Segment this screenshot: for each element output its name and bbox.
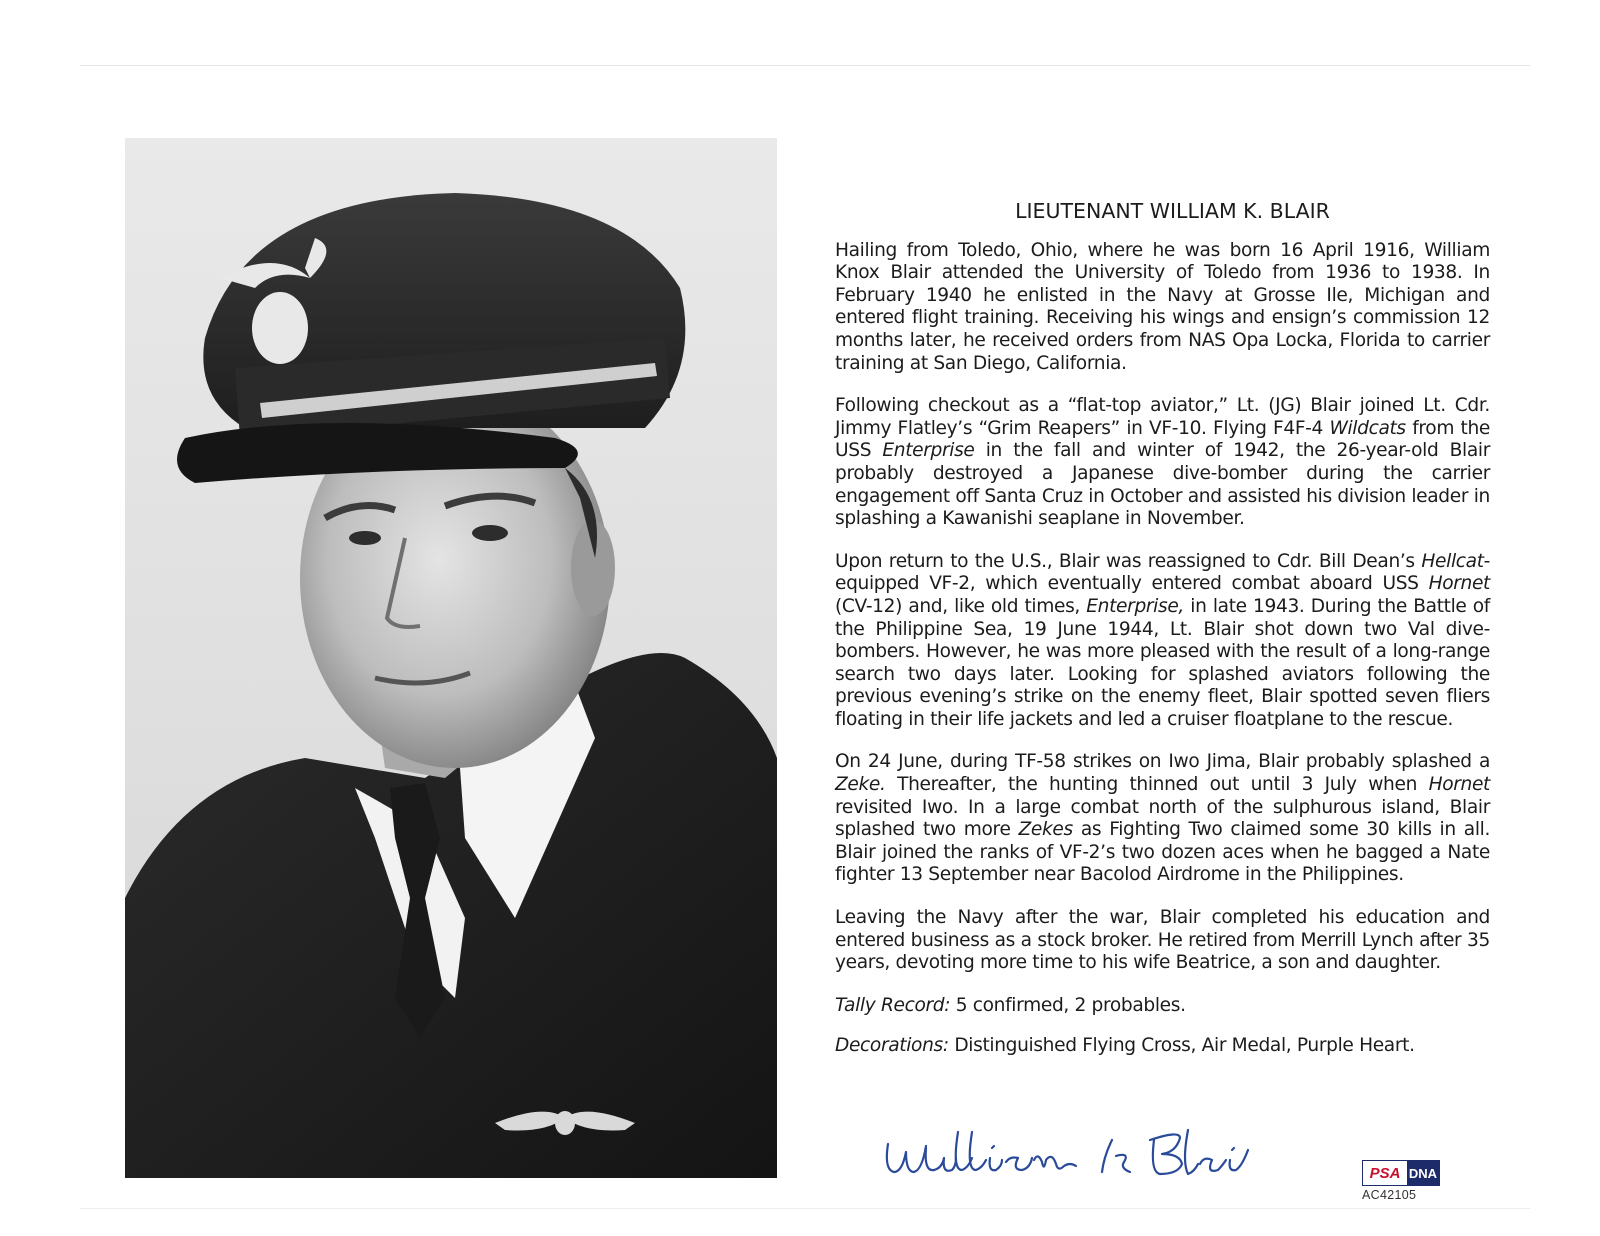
bio-paragraph-4: On 24 June, during TF-58 strikes on Iwo Jima, Blair probably splashed a Zeke. Thereafter, the hunting thinned out until 3 July when Hornet revisited Iwo. In a large combat north of the sulphurous island, Blair splashed two more Zekes as Fighting Two claimed some 30 kills in all. Blair joined the ranks of VF-2’s two dozen aces when he bagged a Nate fighter 13 September near Bacolod Airdrome in the Philippines. xyxy=(835,751,1491,886)
autograph-signature xyxy=(880,1122,1260,1194)
decorations xyxy=(835,1035,1490,1058)
bio-paragraph-1: Hailing from Toledo, Ohio, where he was born 16 April 1916, William Knox Blair attended the University of Toledo from 1936 to 1938. In February 1940 he enlisted in the Navy at Grosse Ile, Michigan and entered flight training. Receiving his wings and ensign’s commission 12 months later, he received orders from NAS Opa Locka, Florida to carrier training at San Diego, California. xyxy=(835,239,1490,374)
psa-dna-logo xyxy=(1362,1160,1440,1186)
bio-paragraph-2: Following checkout as a “flat-top aviator,” Lt. (JG) Blair joined Lt. Cdr. Jimmy Flatley’s “Grim Reapers” in VF-10. Flying F4F-4 Wildcats from the USS Enterprise in the fall and winter of 1942, the 26-year-old Blair probably destroyed a Japanese dive-bomber during the carrier engagement off Santa Cruz in October and assisted his division leader in splashing a Kawanishi seaplane in November. xyxy=(835,395,1490,530)
top-divider xyxy=(80,65,1530,66)
psa-logo-text: PSA xyxy=(1363,1161,1407,1185)
biography xyxy=(835,200,1490,1078)
certificate-number: AC42105 xyxy=(1362,1188,1417,1202)
bio-paragraph-5: Leaving the Navy after the war, Blair completed his education and entered business as a stock broker. He retired from Merrill Lynch after 35 years, devoting more time to his wife Beatrice, a son and daughter. xyxy=(835,907,1490,974)
bio-paragraph-3: Upon return to the U.S., Blair was reassigned to Cdr. Bill Dean’s Hellcat-equipped VF-2, which eventually entered combat aboard USS Hornet (CV-12) and, like old times, Enterprise, in late 1943. During the Battle of the Philippine Sea, 19 June 1944, Lt. Blair shot down two Val dive-bombers. However, he was more pleased with the result of a long-range search two days later. Looking for splashed aviators following the previous evening’s strike on the enemy fleet, Blair spotted seven fliers floating in their life jackets and led a cruiser floatplane to the rescue. xyxy=(835,550,1490,730)
tally-label: Tally Record: xyxy=(835,994,951,1016)
dna-logo-text: DNA xyxy=(1407,1161,1439,1185)
page-title: LIEUTENANT WILLIAM K. BLAIR xyxy=(1015,199,1330,223)
decorations-label: Decorations: xyxy=(835,1035,949,1057)
portrait-photo xyxy=(125,138,777,1178)
decorations-value: Distinguished Flying Cross, Air Medal, Purple Heart. xyxy=(948,1035,1415,1057)
bottom-divider xyxy=(80,1208,1530,1209)
tally-value: 5 confirmed, 2 probables. xyxy=(950,994,1186,1016)
signature-text: William K. Blair xyxy=(880,1192,887,1193)
portrait-illustration xyxy=(125,138,777,1178)
tally-record xyxy=(835,995,1490,1018)
